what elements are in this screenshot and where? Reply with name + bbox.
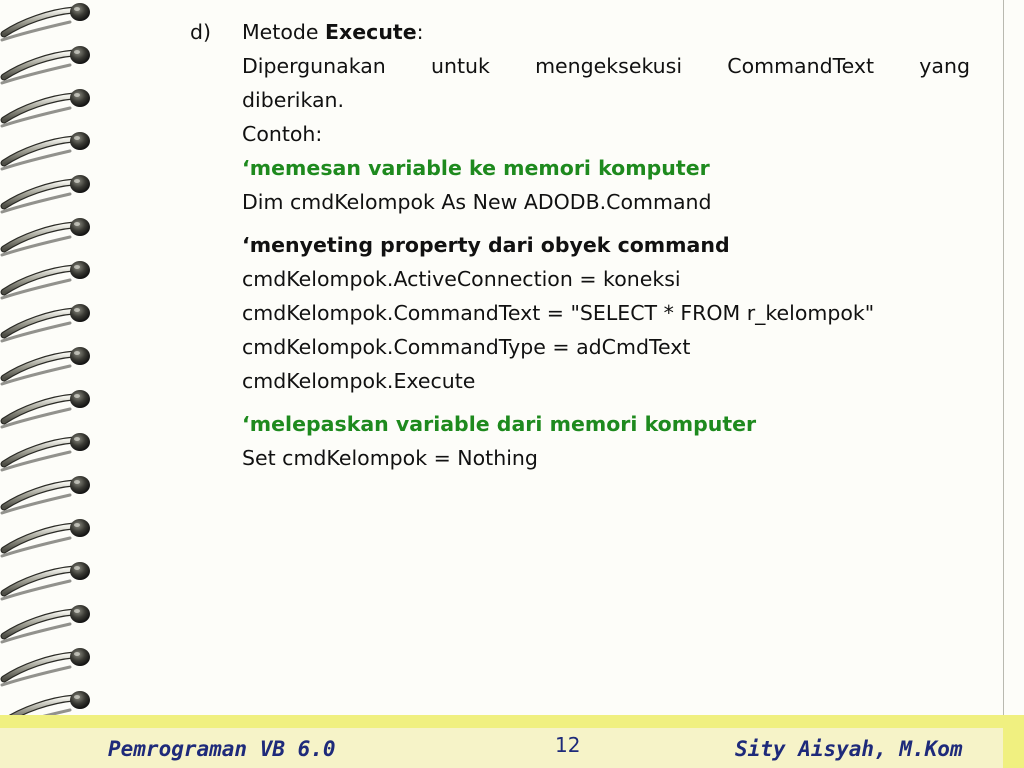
desc-word: yang — [919, 54, 970, 78]
code-comment-1: ‘memesan variable ke memori komputer — [242, 156, 710, 180]
code-comment-3: ‘melepaskan variable dari memori komputer — [242, 412, 757, 436]
description-line-1 — [242, 49, 970, 83]
code-line: cmdKelompok.CommandText = "SELECT * FROM r_kelompok" — [242, 301, 875, 325]
code-line: Dim cmdKelompok As New ADODB.Command — [242, 190, 712, 214]
item-marker: d) — [190, 20, 212, 44]
heading-prefix: Metode — [242, 20, 326, 44]
desc-word: CommandText — [727, 54, 875, 78]
footer-author: Sity Aisyah, M.Kom — [735, 737, 963, 761]
example-label: Contoh: — [242, 122, 323, 146]
code-line: cmdKelompok.ActiveConnection = koneksi — [242, 267, 681, 291]
footer-course-title: Pemrograman VB 6.0 — [108, 737, 336, 761]
code-line: cmdKelompok.Execute — [242, 369, 476, 393]
desc-word: Dipergunakan — [242, 54, 386, 78]
code-line: Set cmdKelompok = Nothing — [242, 446, 538, 470]
code-line: cmdKelompok.CommandType = adCmdText — [242, 335, 691, 359]
description-line-2: diberikan. — [242, 88, 345, 112]
code-comment-2: ‘menyeting property dari obyek command — [242, 233, 730, 257]
desc-word: mengeksekusi — [535, 54, 683, 78]
heading — [242, 15, 424, 49]
heading-bold: Execute — [325, 20, 417, 44]
heading-suffix: : — [416, 20, 424, 44]
desc-word: untuk — [431, 54, 490, 78]
page-number: 12 — [555, 733, 581, 757]
